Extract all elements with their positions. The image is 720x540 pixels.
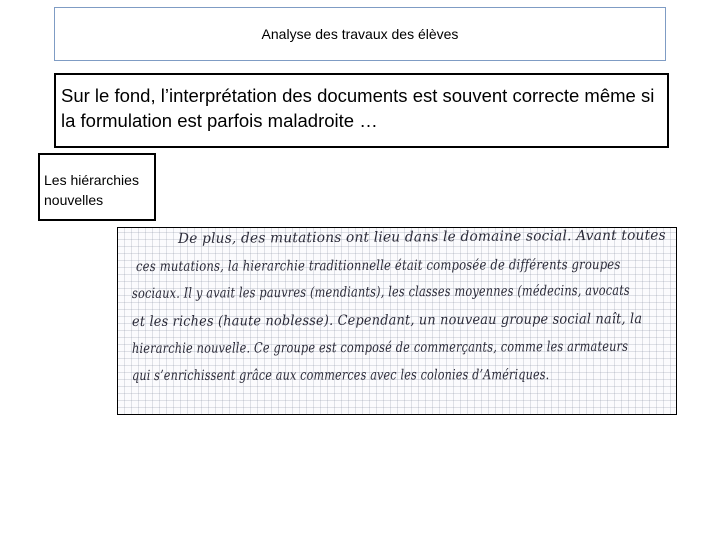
slide-title: Analyse des travaux des élèves	[261, 26, 459, 42]
handwriting-line: De plus, des mutations ont lieu dans le domaine social. Avant toutes	[177, 227, 666, 247]
section-label-box	[38, 153, 156, 221]
handwriting-line: hierarchie nouvelle. Ce groupe est composé de commerçants, comme les armateurs	[131, 338, 629, 357]
handwriting-line: et les riches (haute noblesse). Cependant, un nouveau groupe social naît, la	[131, 311, 643, 330]
student-handwriting-scan	[117, 227, 677, 415]
handwriting-line: qui s’enrichissent grâce aux commerces avec les colonies d’Amériques.	[131, 367, 550, 384]
teacher-comment-box	[54, 73, 669, 148]
handwriting-line: sociaux. Il y avait les pauvres (mendiants), les classes moyennes (médecins, avocats	[131, 282, 630, 302]
section-label: Les hiérarchies nouvelles	[44, 172, 139, 208]
teacher-comment: Sur le fond, l’interprétation des documents est souvent correcte même si la formulation est parfois maladroite …	[61, 85, 655, 131]
slide-title-box	[54, 7, 666, 61]
handwriting-line: ces mutations, la hierarchie traditionnelle était composée de différents groupes	[135, 256, 621, 275]
